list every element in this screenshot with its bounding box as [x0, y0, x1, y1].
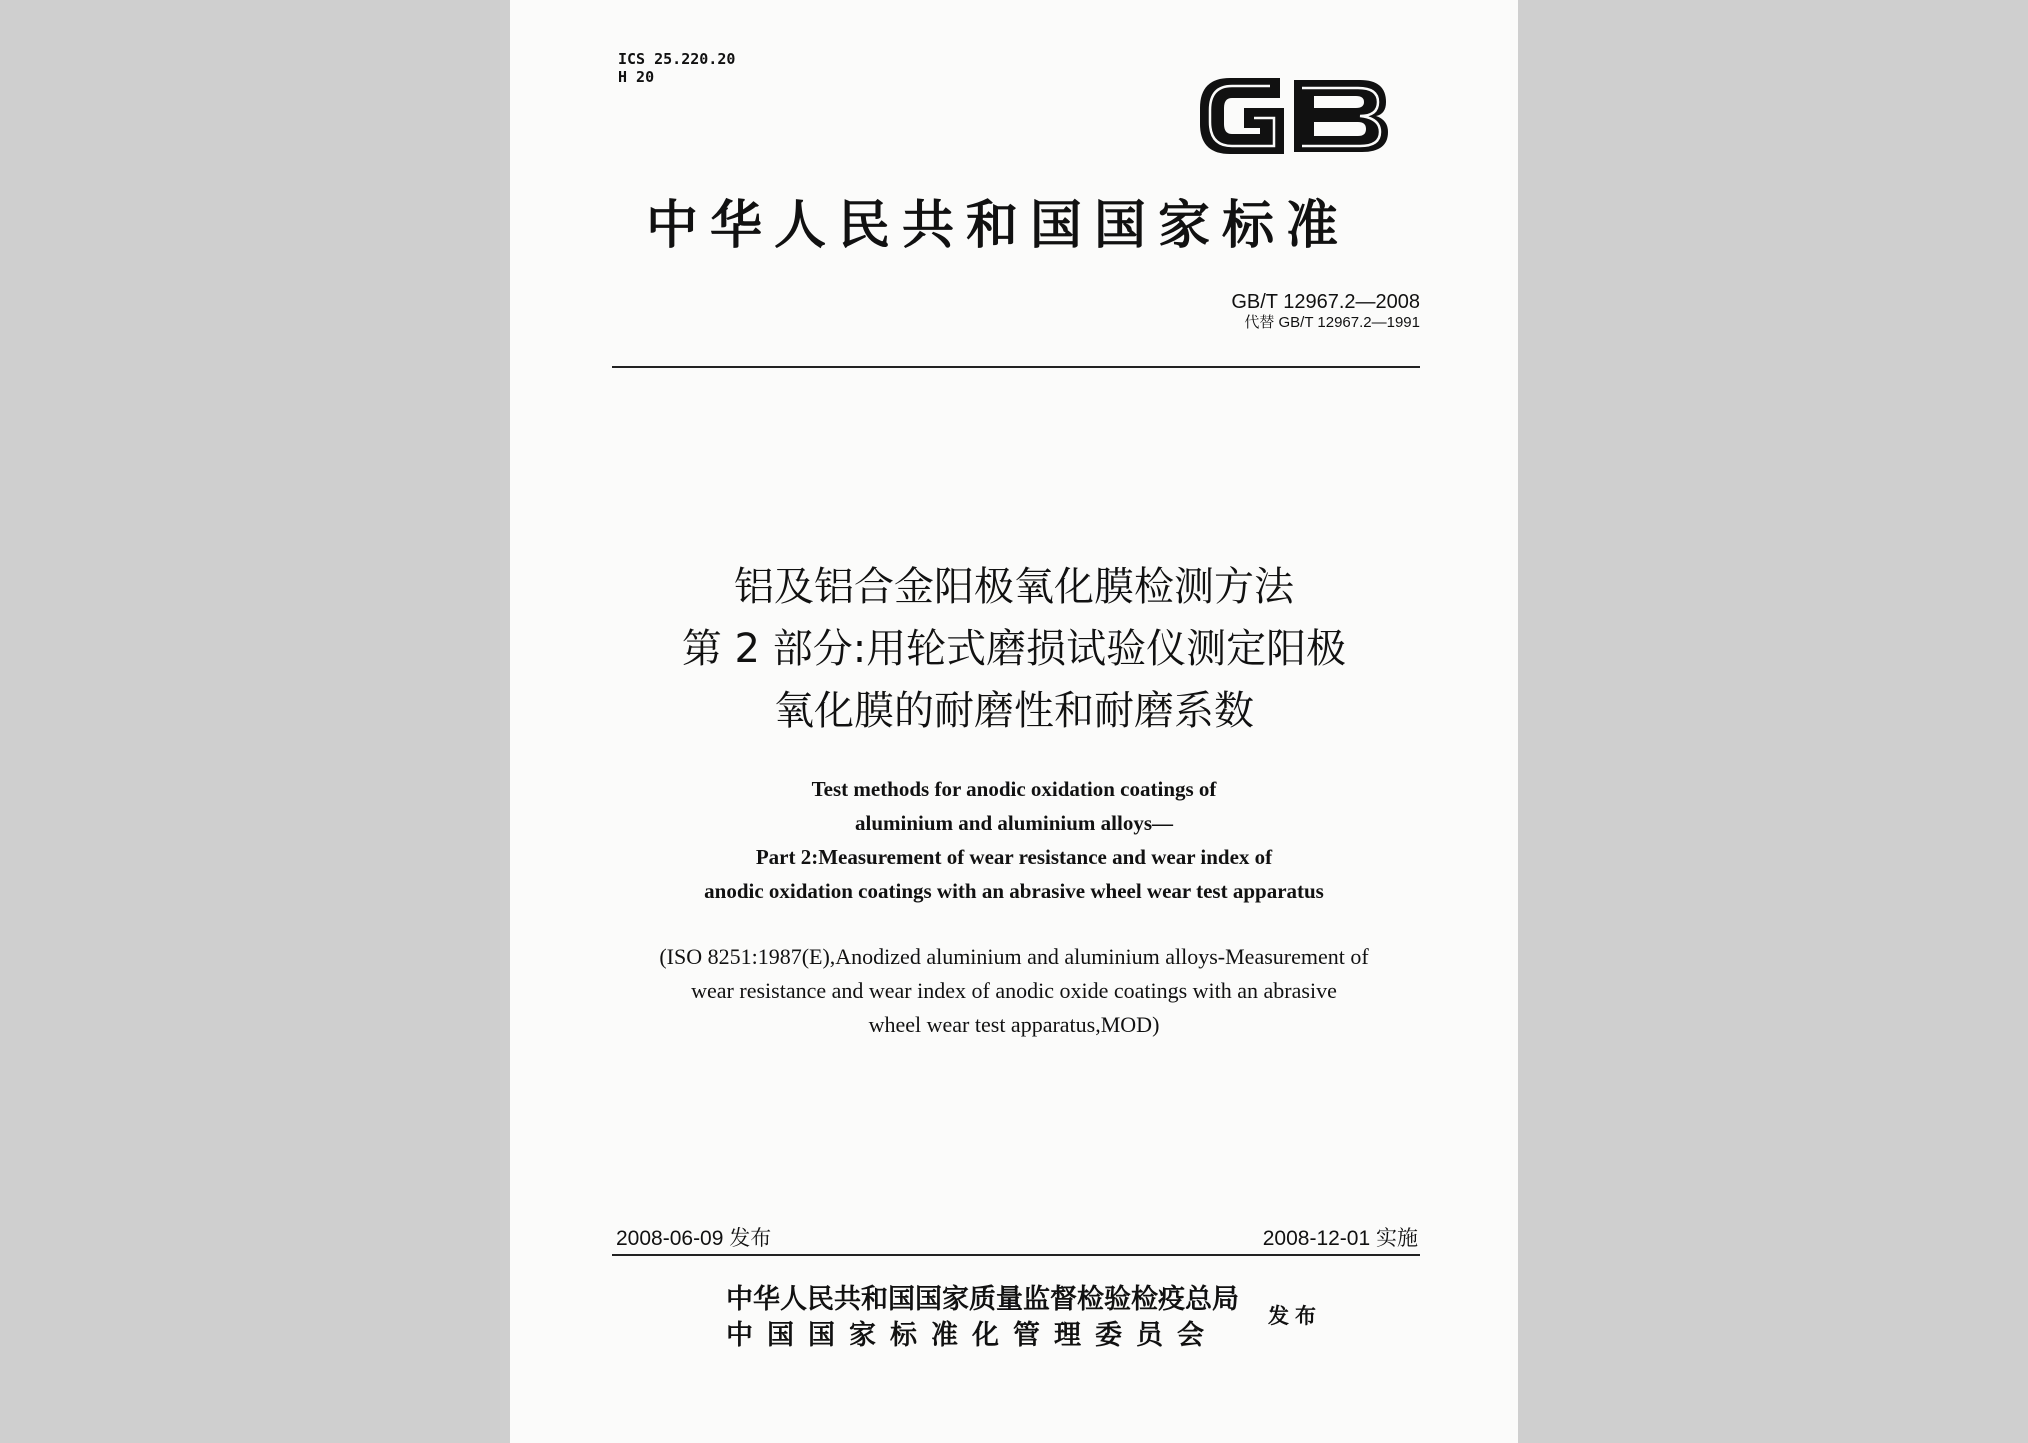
top-divider [612, 366, 1420, 368]
english-title-line-1: Test methods for anodic oxidation coatings of [811, 777, 1217, 801]
chinese-title-line-1: 铝及铝合金阳极氧化膜检测方法 [734, 564, 1294, 610]
english-title-line-4: anodic oxidation coatings with an abrasive wheel wear test apparatus [704, 879, 1324, 903]
issuer-aqsiq: 中华人民共和国国家质量监督检验检疫总局 [726, 1284, 1239, 1315]
issuer-sac: 中国国家标准化管理委员会 [726, 1320, 1218, 1351]
bottom-divider [612, 1254, 1420, 1256]
standard-cover-page [510, 0, 1518, 1443]
replaces-standard: 代替 GB/T 12967.2—1991 [1244, 314, 1420, 331]
standard-number: GB/T 12967.2—2008 [1231, 291, 1420, 313]
standard-number-block [1231, 290, 1420, 332]
chinese-title [510, 556, 1518, 742]
national-standard-title: 中华人民共和国国家标准 [646, 196, 1351, 256]
ccs-code: H 20 [618, 68, 655, 86]
issue-label: 发布 [1268, 1304, 1322, 1328]
classification-codes [618, 50, 735, 86]
effective-date: 2008-12-01 实施 [1262, 1227, 1418, 1250]
english-title-line-2: aluminium and aluminium alloys— [854, 811, 1173, 835]
gb-logo [1190, 66, 1400, 166]
chinese-title-line-2: 第 2 部分:用轮式磨损试验仪测定阳极 [681, 626, 1347, 672]
iso-reference [510, 940, 1518, 1042]
english-title-line-3: Part 2:Measurement of wear resistance and wear index of [755, 845, 1273, 869]
iso-reference-line-1: (ISO 8251:1987(E),Anodized aluminium and aluminium alloys-Measurement of [659, 944, 1369, 969]
issue-date: 2008-06-09 发布 [616, 1227, 772, 1250]
english-title [510, 772, 1518, 908]
chinese-title-line-3: 氧化膜的耐磨性和耐磨系数 [774, 688, 1254, 734]
iso-reference-line-2: wear resistance and wear index of anodic oxide coatings with an abrasive [691, 978, 1337, 1003]
ics-code: ICS 25.220.20 [618, 50, 736, 68]
issuing-authorities [726, 1282, 1239, 1354]
iso-reference-line-3: wheel wear test apparatus,MOD) [868, 1012, 1160, 1037]
